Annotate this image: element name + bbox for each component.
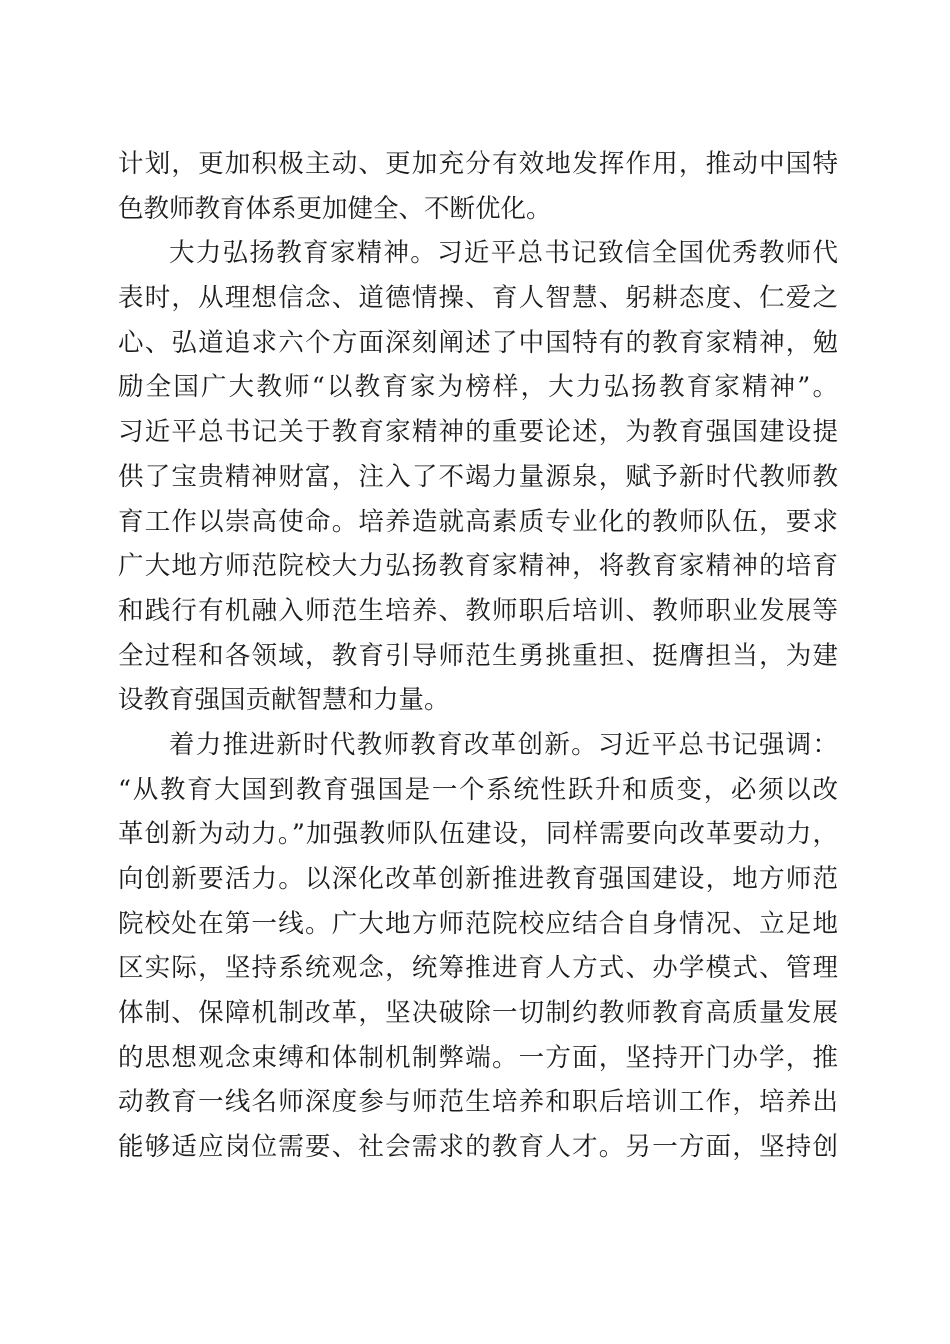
text-line: 院校处在第一线。广大地方师范院校应结合自身情况、立足地 (118, 908, 838, 939)
text-line: 计划，更加积极主动、更加充分有效地发挥作用，推动中国特 (118, 149, 838, 179)
text-line: 能够适应岗位需要、社会需求的教育人才。另一方面，坚持创 (118, 1132, 838, 1163)
text-line: “从教育大国到教育强国是一个系统性跃升和质变，必须以改 (118, 774, 838, 805)
text-line: 色教师教育体系更加健全、不断优化。 (118, 193, 552, 224)
text-line: 表时，从理想信念、道德情操、育人智慧、躬耕态度、仁爱之 (118, 283, 838, 314)
text-line: 革创新为动力。”加强教师队伍建设，同样需要向改革要动力， (118, 819, 838, 850)
paragraph-start-line: 着力推进新时代教师教育改革创新。习近平总书记强调： (169, 729, 838, 760)
text-line: 和践行有机融入师范生培养、教师职后培训、教师职业发展等 (118, 595, 838, 626)
text-line: 育工作以崇高使命。培养造就高素质专业化的教师队伍，要求 (118, 506, 838, 537)
text-line: 供了宝贵精神财富，注入了不竭力量源泉，赋予新时代教师教 (118, 461, 838, 492)
text-line: 全过程和各领域，教育引导师范生勇挑重担、挺膺担当，为建 (118, 640, 838, 671)
body-text (118, 142, 838, 1170)
text-line: 区实际，坚持系统观念，统筹推进育人方式、办学模式、管理 (118, 953, 838, 984)
text-line: 习近平总书记关于教育家精神的重要论述，为教育强国建设提 (118, 417, 838, 448)
paragraph-start-line: 大力弘扬教育家精神。习近平总书记致信全国优秀教师代 (169, 238, 838, 269)
text-line: 心、弘道追求六个方面深刻阐述了中国特有的教育家精神，勉 (118, 327, 838, 358)
text-line: 广大地方师范院校大力弘扬教育家精神，将教育家精神的培育 (118, 551, 838, 582)
text-line: 设教育强国贡献智慧和力量。 (118, 685, 450, 716)
text-line: 动教育一线名师深度参与师范生培养和职后培训工作，培养出 (118, 1087, 838, 1118)
text-line: 励全国广大教师“以教育家为榜样，大力弘扬教育家精神”。 (118, 372, 838, 403)
text-line: 的思想观念束缚和体制机制弊端。一方面，坚持开门办学，推 (118, 1042, 838, 1073)
text-line: 向创新要活力。以深化改革创新推进教育强国建设，地方师范 (118, 864, 838, 894)
text-line: 体制、保障机制改革，坚决破除一切制约教师教育高质量发展 (118, 998, 838, 1029)
